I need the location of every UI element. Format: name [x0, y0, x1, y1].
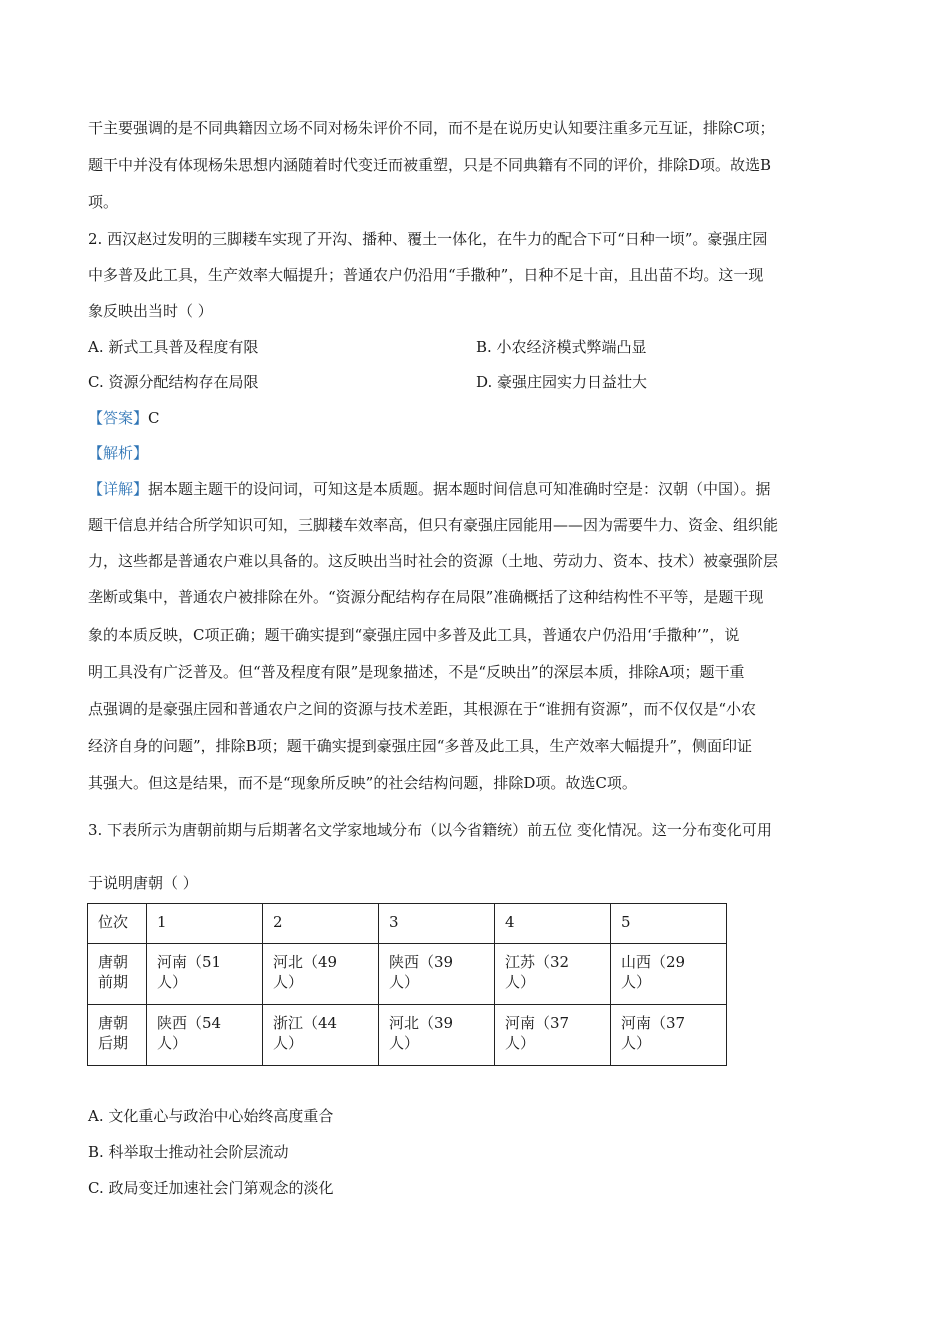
writer-distribution-table — [87, 903, 727, 1066]
cell-line: 后期 — [98, 1034, 129, 1052]
text-line: 项。 — [88, 193, 119, 211]
table-header-cell: 5 — [611, 904, 727, 944]
answer-label: 【答案】 — [88, 409, 149, 427]
answer-value: C — [148, 409, 160, 427]
q2-option-a: A. 新式工具普及程度有限 — [88, 338, 259, 356]
table-header-cell: 1 — [147, 904, 263, 944]
table-cell — [263, 1005, 379, 1066]
detail-line: 力，这些都是普通农户难以具备的。这反映出当时社会的资源（土地、劳动力、资本、技术）被豪强阶层 — [88, 552, 779, 570]
cell-line: 河北（49 — [273, 953, 338, 971]
table-row — [88, 944, 727, 1005]
answer-line — [88, 408, 160, 428]
table-header-row — [88, 904, 727, 944]
q3-option-b: B. 科举取士推动社会阶层流动 — [88, 1143, 289, 1161]
question-3-stem-line: 3. 下表所示为唐朝前期与后期著名文学家地域分布（以今省籍统）前五位 变化情况。这一分布变化可用 — [88, 821, 772, 839]
table-cell — [611, 944, 727, 1005]
q3-option-a: A. 文化重心与政治中心始终高度重合 — [88, 1107, 334, 1125]
detail-line: 题干信息并结合所学知识可知，三脚耧车效率高，但只有豪强庄园能用——因为需要牛力、资金、组织能 — [88, 516, 779, 534]
cell-line: 人） — [505, 1034, 536, 1052]
cell-line: 前期 — [98, 973, 129, 991]
table-cell — [379, 944, 495, 1005]
cell-line: 人） — [273, 973, 304, 991]
detail-line: 点强调的是豪强庄园和普通农户之间的资源与技术差距，其根源在于“谁拥有资源”，而不仅仅是“小农 — [88, 700, 757, 718]
table-cell — [611, 1005, 727, 1066]
table-cell — [495, 1005, 611, 1066]
cell-line: 唐朝 — [98, 953, 129, 971]
table-cell — [379, 1005, 495, 1066]
cell-line: 陕西（39 — [389, 953, 454, 971]
cell-line: 人） — [621, 1034, 652, 1052]
cell-line: 河北（39 — [389, 1014, 454, 1032]
cell-line: 河南（51 — [157, 953, 222, 971]
cell-line: 河南（37 — [621, 1014, 686, 1032]
text-line: 题干中并没有体现杨朱思想内涵随着时代变迁而被重塑，只是不同典籍有不同的评价，排除D项。故选B — [88, 156, 772, 174]
detail-line: 垄断或集中，普通农户被排除在外。“资源分配结构存在局限”准确概括了这种结构性不平等，是题干现 — [88, 588, 764, 606]
table-cell — [147, 1005, 263, 1066]
table-cell — [263, 944, 379, 1005]
detail-line: 象的本质反映，C项正确；题干确实提到“豪强庄园中多普及此工具，普通农户仍沿用‘手撒种’”，说 — [88, 626, 740, 644]
detail-line: 经济自身的问题”，排除B项；题干确实提到豪强庄园“多普及此工具，生产效率大幅提升”，侧面印证 — [88, 737, 753, 755]
question-2-stem-line: 象反映出当时（ ） — [88, 302, 213, 320]
q2-option-c: C. 资源分配结构存在局限 — [88, 373, 259, 391]
cell-line: 山西（29 — [621, 953, 686, 971]
table-cell — [147, 944, 263, 1005]
table-cell — [495, 944, 611, 1005]
cell-line: 浙江（44 — [273, 1014, 338, 1032]
question-2-stem-line: 2. 西汉赵过发明的三脚耧车实现了开沟、播种、覆土一体化，在牛力的配合下可“日种一顷”。豪强庄园 — [88, 230, 768, 248]
table-row-label — [88, 944, 147, 1005]
q3-option-c: C. 政局变迁加速社会门第观念的淡化 — [88, 1179, 334, 1197]
cell-line: 人） — [157, 1034, 188, 1052]
detail-line: 明工具没有广泛普及。但“普及程度有限”是现象描述，不是“反映出”的深层本质，排除A项；题干重 — [88, 663, 745, 681]
table-row — [88, 1005, 727, 1066]
question-2-stem-line: 中多普及此工具，生产效率大幅提升；普通农户仍沿用“手撒种”，日种不足十亩，且出苗不均。这一现 — [88, 266, 764, 284]
detail-line: 其强大。但这是结果，而不是“现象所反映”的社会结构问题，排除D项。故选C项。 — [88, 774, 637, 792]
cell-line: 江苏（32 — [505, 953, 570, 971]
question-3-stem-line: 于说明唐朝（ ） — [88, 874, 198, 892]
table-header-cell: 4 — [495, 904, 611, 944]
cell-line: 人） — [273, 1034, 304, 1052]
table-row-label — [88, 1005, 147, 1066]
table-header-cell: 位次 — [88, 904, 147, 944]
cell-line: 人） — [621, 973, 652, 991]
detail-text: 据本题主题干的设问词，可知这是本质题。据本题时间信息可知准确时空是：汉朝（中国）。据 — [148, 480, 771, 498]
cell-line: 唐朝 — [98, 1014, 129, 1032]
analysis-label: 【解析】 — [88, 444, 149, 462]
cell-line: 人） — [389, 973, 420, 991]
q2-option-d: D. 豪强庄园实力日益壮大 — [476, 373, 648, 391]
table-header-cell: 2 — [263, 904, 379, 944]
q2-option-b: B. 小农经济模式弊端凸显 — [476, 338, 647, 356]
detail-label: 【详解】 — [88, 480, 149, 498]
cell-line: 陕西（54 — [157, 1014, 222, 1032]
cell-line: 人） — [505, 973, 536, 991]
cell-line: 人） — [389, 1034, 420, 1052]
text-line: 干主要强调的是不同典籍因立场不同对杨朱评价不同，而不是在说历史认知要注重多元互证，排除C项； — [88, 119, 775, 137]
detail-line — [88, 479, 771, 499]
cell-line: 河南（37 — [505, 1014, 570, 1032]
table-header-cell: 3 — [379, 904, 495, 944]
cell-line: 人） — [157, 973, 188, 991]
